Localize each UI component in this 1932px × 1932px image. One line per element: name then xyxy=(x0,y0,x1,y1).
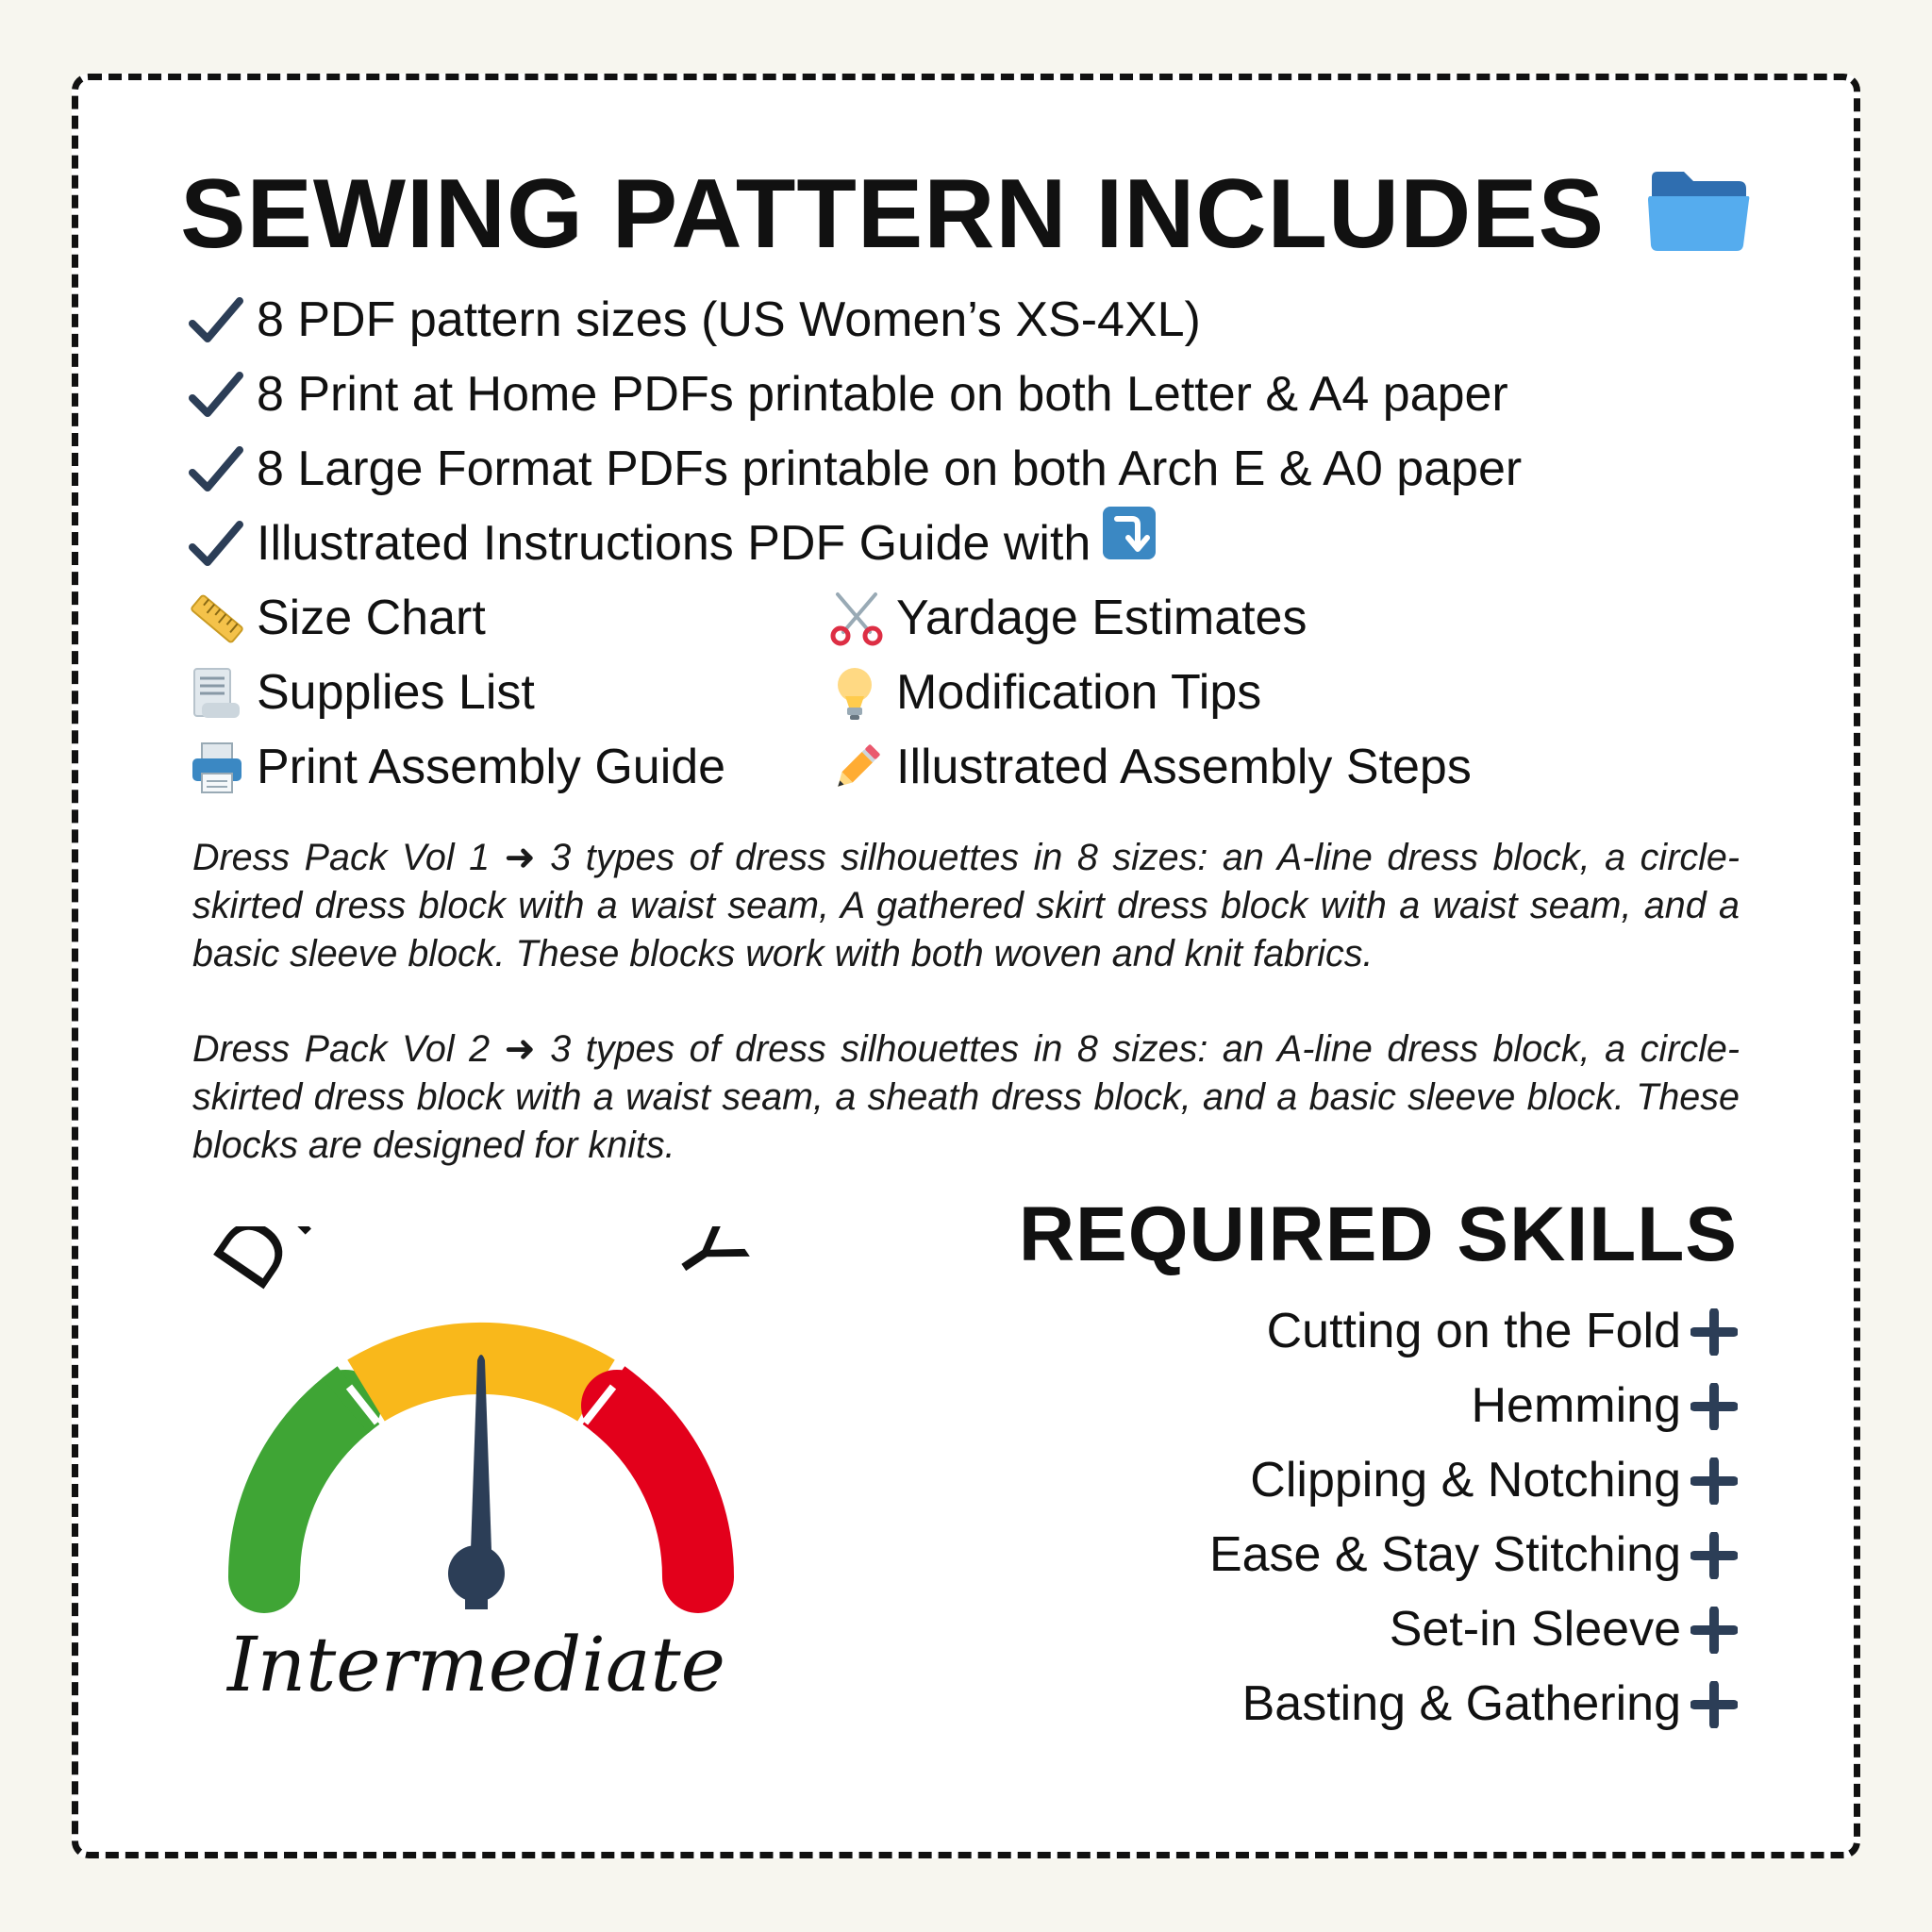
pencil-icon xyxy=(828,730,896,805)
includes-list xyxy=(189,283,1522,581)
skill-text: Hemming xyxy=(1471,1378,1681,1433)
description-vol-1: Dress Pack Vol 1 ➜ 3 types of dress silhouettes in 8 sizes: an A-line dress block, a circle-skirted dress block with a waist seam, A gathered skirt dress block with a waist seam, and a basic sleeve block. These blocks work with both woven and knit fabrics. xyxy=(192,837,1740,974)
check-icon xyxy=(189,283,257,358)
feature-text: Illustrated Assembly Steps xyxy=(896,740,1472,794)
gauge-zone-hard xyxy=(617,1406,698,1577)
plus-icon xyxy=(1681,1667,1738,1741)
feature-item xyxy=(189,581,828,656)
printer-icon xyxy=(189,730,257,805)
check-icon xyxy=(189,358,257,432)
features-grid xyxy=(189,581,1623,805)
plus-icon xyxy=(1681,1592,1738,1667)
difficulty-label-text: D Y xyxy=(198,1226,764,1307)
include-text: Illustrated Instructions PDF Guide with xyxy=(257,516,1091,571)
skill-text: Set-in Sleeve xyxy=(1389,1602,1681,1657)
feature-item xyxy=(828,656,1583,730)
check-icon xyxy=(189,432,257,507)
feature-item xyxy=(189,656,828,730)
plus-icon xyxy=(1681,1294,1738,1369)
skill-item xyxy=(1209,1294,1738,1369)
required-skills-title: REQUIRED SKILLS xyxy=(1018,1191,1738,1277)
check-icon xyxy=(189,507,257,581)
skill-text: Clipping & Notching xyxy=(1250,1453,1681,1507)
list-item xyxy=(189,283,1522,358)
feature-text: Supplies List xyxy=(257,665,535,720)
plus-icon xyxy=(1681,1518,1738,1592)
difficulty-level: Intermediate xyxy=(226,1621,726,1708)
skill-text: Cutting on the Fold xyxy=(1266,1304,1681,1358)
required-skills-list xyxy=(1209,1294,1738,1741)
lightbulb-icon xyxy=(828,656,896,730)
skill-text: Ease & Stay Stitching xyxy=(1208,1527,1681,1582)
feature-text: Yardage Estimates xyxy=(896,591,1307,645)
feature-text: Print Assembly Guide xyxy=(257,740,726,794)
plus-icon xyxy=(1681,1443,1738,1518)
skill-item xyxy=(1209,1518,1738,1592)
feature-item xyxy=(828,581,1583,656)
difficulty-label xyxy=(198,1226,764,1306)
skill-text: Basting & Gathering xyxy=(1241,1676,1681,1731)
feature-text: Size Chart xyxy=(257,591,486,645)
arrow-down-box-icon xyxy=(1102,506,1157,582)
skill-item xyxy=(1209,1443,1738,1518)
page-title xyxy=(0,158,1932,278)
feature-item xyxy=(189,730,828,805)
list-item xyxy=(189,358,1522,432)
ruler-icon xyxy=(189,581,257,656)
receipt-icon xyxy=(189,656,257,730)
skill-item xyxy=(1209,1667,1738,1741)
list-item xyxy=(189,432,1522,507)
feature-text: Modification Tips xyxy=(896,665,1262,720)
plus-icon xyxy=(1681,1369,1738,1443)
skill-item xyxy=(1209,1592,1738,1667)
include-text: 8 PDF pattern sizes (US Women’s XS-4XL) xyxy=(257,292,1201,347)
skill-item xyxy=(1209,1369,1738,1443)
include-text: 8 Large Format PDFs printable on both Arch E & A0 paper xyxy=(257,441,1523,496)
scissors-icon xyxy=(828,581,896,656)
gauge-zone-easy xyxy=(264,1406,345,1577)
include-text: 8 Print at Home PDFs printable on both Letter & A4 paper xyxy=(257,367,1508,422)
description-vol-2: Dress Pack Vol 2 ➜ 3 types of dress silhouettes in 8 sizes: an A-line dress block, a circle-skirted dress block with a waist seam, a sheath dress block, and a basic sleeve block. These blocks are designed for knits. xyxy=(192,1028,1740,1166)
page-title-text: SEWING PATTERN INCLUDES xyxy=(180,159,1605,269)
feature-item xyxy=(828,730,1583,805)
folder-icon xyxy=(1646,166,1752,278)
list-item xyxy=(189,507,1522,581)
